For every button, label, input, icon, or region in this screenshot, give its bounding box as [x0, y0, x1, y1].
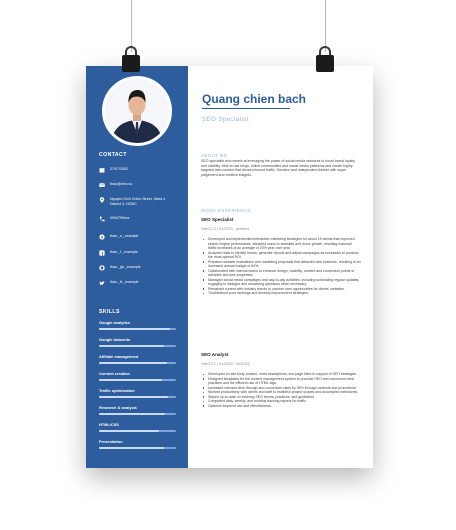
list-item: Optimize keyword use and effectiveness.: [201, 404, 361, 409]
skill-name: Content creation: [99, 371, 130, 376]
github-icon: [99, 265, 105, 271]
candidate-role: SEO Specialist: [202, 117, 250, 123]
contact-email[interactable]: [99, 182, 132, 188]
skill-name: Google Adwords: [99, 337, 130, 342]
binder-clip-right: [316, 46, 334, 72]
contact-text: Nguyen Dinh Chieu Street, Ward x, District 3, HCMC: [110, 197, 166, 206]
email-icon: [99, 182, 105, 188]
skill-name: Traffic optimization: [99, 388, 135, 393]
list-item: Worked productively with clients and staff to establish project scopes and accomplish milestones.: [201, 390, 361, 395]
skill-level: [99, 413, 165, 415]
list-item: Troubleshoot poor rankings and develop improvement strategies.: [201, 291, 361, 296]
list-item: Collaborated with internal teams to enhance design, usability, content and conversion points of websites and web properties.: [201, 269, 361, 278]
list-item: Designed templates for the content management system to promote SEO and conversion best practices and the efficient use of HTML tags.: [201, 377, 361, 386]
skill-bar: [99, 345, 176, 347]
skill-bar: [99, 413, 176, 415]
resume-sheet: [86, 66, 373, 468]
list-item: Increased relevant click-through and conversion rates by 35% through contests and promotions.: [201, 386, 361, 391]
resume-sidebar: [86, 66, 188, 468]
experience-heading: WORK EXPERIENCE: [201, 208, 251, 213]
contact-text: thao._s._example: [110, 234, 139, 238]
skill-level: [99, 328, 170, 330]
candidate-name: Quang chien bach: [202, 92, 307, 106]
skill-level: [99, 447, 164, 449]
location-icon: [99, 197, 105, 203]
skill-bar: [99, 362, 176, 364]
skill-name: Research & analysis: [99, 405, 137, 410]
contact-text: thao._gh._example: [110, 265, 141, 269]
list-item: Remained current with industry trends to uncover new opportunities for clients' websites.: [201, 287, 361, 292]
calendar-icon: [99, 167, 105, 173]
svg-text:S: S: [100, 235, 104, 240]
hanging-string-left: [131, 0, 132, 52]
job-meta: VietCV 1 | 01/2020 - 09/2022: [201, 362, 250, 366]
contact-heading: CONTACT: [99, 152, 127, 158]
job-bullets: [201, 372, 361, 408]
hanging-string-right: [325, 0, 326, 52]
contact-text: 27/07/2002: [110, 167, 128, 171]
skill-name: HTML/CSS: [99, 422, 119, 427]
contact-text: thao@viecv.io: [110, 182, 133, 186]
contact-phone: [99, 216, 129, 222]
contact-birthday: [99, 167, 128, 173]
contact-facebook[interactable]: [99, 250, 138, 256]
list-item: Analyzed data to identify trends, generate reports and adjust campaigns as necessary to produce the most optimal ROI.: [201, 251, 361, 260]
skill-bar: [99, 396, 176, 398]
binder-clip-left: [122, 46, 140, 72]
list-item: Stayed up-to-date on evolving SEO trends, practices, and guidelines.: [201, 395, 361, 400]
job-meta: VietCV 2 | 01/2023 - present: [201, 227, 249, 231]
about-text: SEO specialist who excels at leveraging the power of social media networks to boost brand loyalty and visibility. Able to use blogs, online communities and social media platforms and create highly-targeted web content that drives inbound traffic. Decisive and independent thinker with super judgement and creative insights.: [201, 159, 355, 177]
list-item: Developed and implemented interactive marketing strategies for about 15 clients that improved search engine performance, attracted users to websites and drove growth, resulting inannual traffic increases of an average of 23% year over year.: [201, 237, 361, 251]
contact-github[interactable]: [99, 265, 141, 271]
contact-text: thao._f._example: [110, 250, 138, 254]
skill-level: [99, 379, 162, 381]
contact-text: 0904799xxx: [110, 216, 130, 220]
twitter-icon: [99, 280, 105, 286]
skill-name: Presentation: [99, 439, 123, 444]
skills-heading: SKILLS: [99, 309, 120, 315]
contact-twitter[interactable]: [99, 280, 139, 286]
list-item: Developed on-site body content, meta descriptions, and page titles in support of SEO strategies.: [201, 372, 361, 377]
phone-icon: [99, 216, 105, 222]
job-title: SEO Specialist: [201, 217, 234, 222]
contact-address: [99, 197, 181, 206]
job-bullets: [201, 237, 361, 296]
skill-level: [99, 362, 167, 364]
skill-level: [99, 396, 168, 398]
facebook-icon: [99, 250, 105, 256]
skill-level: [99, 430, 159, 432]
contact-skype[interactable]: [99, 234, 138, 240]
skill-level: [99, 345, 164, 347]
list-item: Managed social media campaigns and day-to-day activities, including scheduling regular updates, engaging in dialogue and answering questions when necessary.: [201, 278, 361, 287]
skill-name: Affiliate management: [99, 354, 139, 359]
skill-bar: [99, 447, 176, 449]
svg-text:f: f: [101, 251, 104, 256]
skill-bar: [99, 379, 176, 381]
resume-main: [188, 66, 373, 468]
skill-bar: [99, 430, 176, 432]
profile-photo: [102, 76, 172, 146]
name-underline: [202, 108, 290, 109]
about-heading: ABOUT ME: [201, 153, 228, 158]
list-item: Prepared website evaluations and marketing proposals that attracted new business, resulting in an increased annual budget of 54%.: [201, 260, 361, 269]
list-item: Completed daily, weekly, and monthly tracking reports for traffic.: [201, 399, 361, 404]
skill-bar: [99, 328, 176, 330]
contact-text: thao._tt._example: [110, 280, 139, 284]
job-title: SEO Analyst: [201, 352, 229, 357]
skype-icon: [99, 234, 105, 240]
skill-name: Google analytics: [99, 320, 131, 325]
